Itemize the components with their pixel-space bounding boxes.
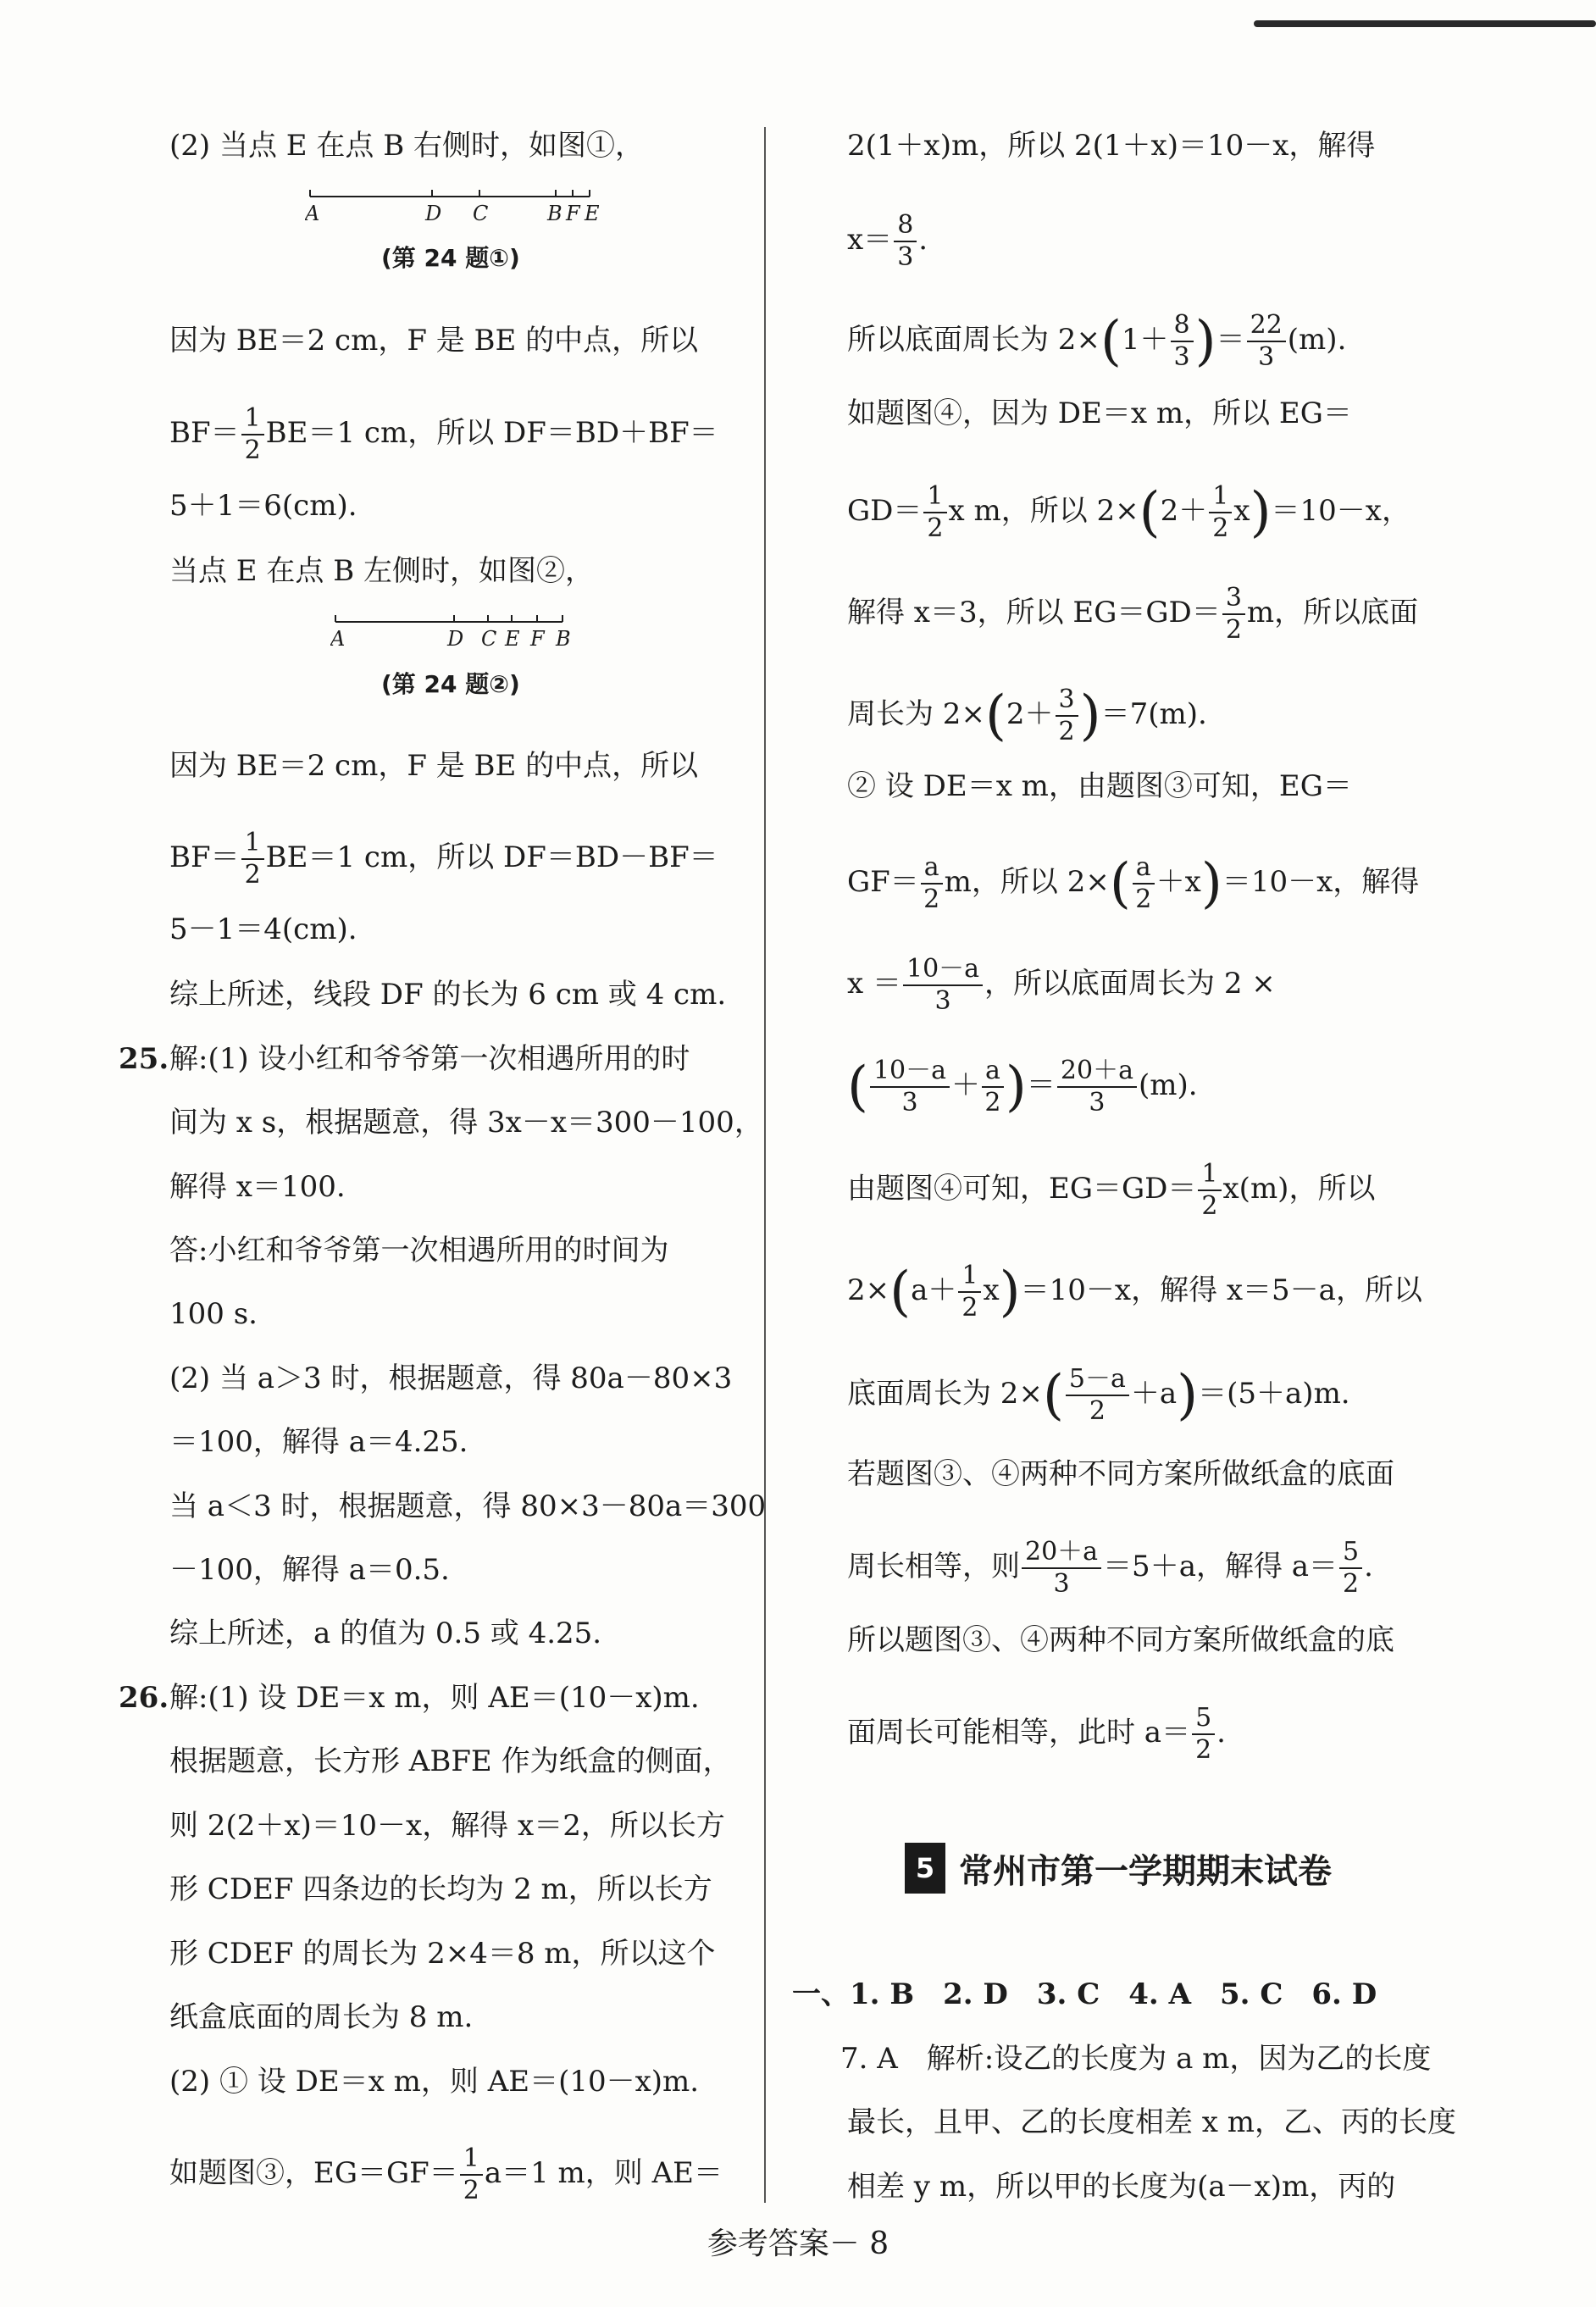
- point-label: A: [305, 202, 320, 225]
- text-line: (2) 当点 E 在点 B 右侧时，如图①，: [169, 129, 645, 163]
- column-divider: [764, 127, 766, 2203]
- fraction: $\frac{8}{3}$: [1171, 310, 1194, 373]
- point-label: F: [566, 202, 580, 225]
- text-line: ( $\frac{10-a}{3}$ ＋ $\frac{a}{2}$ )＝ $\frac{20+a}{3}$ (m).: [847, 1056, 1198, 1118]
- problem-number: 26.: [119, 1681, 169, 1715]
- answer-list: 一、1. B 2. D 3. C 4. A 5. C 6. D: [792, 1977, 1377, 2011]
- text-line: BF＝ $\frac{1}{2}$ BE＝1 cm，所以 DF＝BD＋BF＝: [169, 403, 718, 465]
- section-title: 常州市第一学期期末试卷: [959, 1851, 1332, 1891]
- fraction: $\frac{5}{2}$: [1339, 1537, 1362, 1600]
- text-line: 面周长可能相等，此时 a＝ $\frac{5}{2}$ .: [847, 1703, 1226, 1765]
- text-line: 2(1＋x)m，所以 2(1＋x)＝10－x，解得: [847, 129, 1376, 163]
- fraction: $\frac{10-a}{3}$: [903, 954, 983, 1017]
- figure-caption: (第 24 题②): [381, 670, 520, 698]
- fraction: $\frac{20+a}{3}$: [1022, 1537, 1101, 1600]
- text-line: 当点 E 在点 B 左侧时，如图②，: [169, 554, 595, 588]
- text-line: 纸盒底面的周长为 8 m.: [169, 2000, 474, 2034]
- text-line: 相差 y m，所以甲的长度为(a－x)m，丙的: [847, 2170, 1396, 2204]
- section-number-badge: 5: [905, 1843, 945, 1894]
- fraction: $\frac{1}{2}$: [1198, 1159, 1221, 1222]
- text-line: 解得 x＝3，所以 EG＝GD＝ $\frac{3}{2}$ m，所以底面: [847, 583, 1419, 645]
- section-header: [905, 1838, 1332, 1898]
- point-label: E: [505, 627, 520, 651]
- fraction: $\frac{a}{2}$: [982, 1056, 1004, 1118]
- point-label: C: [481, 627, 497, 651]
- text-line: 因为 BE＝2 cm，F 是 BE 的中点，所以: [169, 324, 699, 358]
- point-label: F: [530, 627, 545, 651]
- text-line: ② 设 DE＝x m，由题图③可知，EG＝: [847, 769, 1352, 803]
- point-label: D: [425, 202, 442, 225]
- text-line: 解得 x＝100.: [169, 1170, 346, 1204]
- text-line: ＝100，解得 a＝4.25.: [169, 1425, 468, 1459]
- text-line: 周长相等，则 $\frac{20+a}{3}$ ＝5＋a，解得 a＝ $\frac{5}{2}$ .: [847, 1537, 1373, 1599]
- text-line: GF＝ $\frac{a}{2}$ m，所以 2×( $\frac{a}{2}$ ＋x)＝10－x，解得: [847, 852, 1420, 915]
- problem-number: 25.: [119, 1042, 169, 1076]
- text-line: 由题图④可知，EG＝GD＝ $\frac{1}{2}$ x(m)，所以: [847, 1159, 1376, 1221]
- text-line: 综上所述，a 的值为 0.5 或 4.25.: [169, 1617, 602, 1650]
- text-line: 则 2(2＋x)＝10－x，解得 x＝2，所以长方: [169, 1809, 725, 1843]
- text-line: 根据题意，长方形 ABFE 作为纸盒的侧面，: [169, 1744, 732, 1778]
- fraction: $\frac{8}{3}$: [894, 210, 917, 273]
- fraction: $\frac{3}{2}$: [1056, 685, 1078, 747]
- text-line: 若题图③、④两种不同方案所做纸盒的底面: [847, 1457, 1394, 1491]
- fraction: $\frac{1}{2}$: [241, 828, 264, 890]
- text-line: 所以底面周长为 2×(1＋ $\frac{8}{3}$ )＝ $\frac{22}{3}$ (m).: [847, 310, 1347, 373]
- text-line: 最长，且甲、乙的长度相差 x m，乙、丙的长度: [847, 2105, 1457, 2139]
- text-line: 解:(1) 设 DE＝x m，则 AE＝(10－x)m.: [169, 1681, 700, 1715]
- text-line: 如题图④，因为 DE＝x m，所以 EG＝: [847, 397, 1352, 430]
- text-line: GD＝ $\frac{1}{2}$ x m，所以 2×(2＋ $\frac{1}{2}$ x)＝10－x，: [847, 481, 1410, 544]
- text-line: 2×(a＋ $\frac{1}{2}$ x)＝10－x，解得 x＝5－a，所以: [847, 1261, 1422, 1323]
- text-line: BF＝ $\frac{1}{2}$ BE＝1 cm，所以 DF＝BD－BF＝: [169, 828, 718, 890]
- fraction: $\frac{10-a}{3}$: [870, 1056, 950, 1118]
- text-line: x＝ $\frac{8}{3}$ .: [847, 210, 928, 272]
- fraction: $\frac{1}{2}$: [1209, 481, 1232, 544]
- fraction: $\frac{1}{2}$: [958, 1261, 981, 1323]
- fraction: $\frac{5-a}{2}$: [1066, 1364, 1129, 1427]
- text-line: 5－1＝4(cm).: [169, 912, 357, 946]
- fraction: $\frac{3}{2}$: [1222, 583, 1245, 646]
- text-line: 形 CDEF 四条边的长均为 2 m，所以长方: [169, 1872, 712, 1906]
- figure-caption: (第 24 题①): [381, 244, 520, 272]
- point-label: C: [473, 202, 489, 225]
- point-label: A: [330, 627, 346, 651]
- text-line: x ＝ $\frac{10-a}{3}$ ，所以底面周长为 2 ×: [847, 954, 1276, 1016]
- fraction: $\frac{22}{3}$: [1247, 310, 1286, 373]
- text-line: (2) 当 a＞3 时，根据题意，得 80a－80×3: [169, 1361, 733, 1395]
- page-footer: 参考答案－ 8: [707, 2227, 889, 2261]
- fraction: $\frac{1}{2}$: [923, 481, 946, 544]
- text-line: 综上所述，线段 DF 的长为 6 cm 或 4 cm.: [169, 978, 727, 1012]
- fraction: $\frac{20+a}{3}$: [1057, 1056, 1137, 1118]
- text-line: 当 a＜3 时，根据题意，得 80×3－80a＝300: [169, 1489, 767, 1523]
- text-line: 如题图③，EG＝GF＝ $\frac{1}{2}$ a＝1 m，则 AE＝: [169, 2143, 723, 2205]
- fraction: $\frac{1}{2}$: [460, 2143, 483, 2206]
- text-line: 所以题图③、④两种不同方案所做纸盒的底: [847, 1623, 1394, 1657]
- point-label: D: [447, 627, 464, 651]
- text-line: 周长为 2×(2＋ $\frac{3}{2}$ )＝7(m).: [847, 685, 1207, 747]
- point-label: B: [556, 627, 571, 651]
- top-rule: [1254, 20, 1596, 27]
- text-line: －100，解得 a＝0.5.: [169, 1553, 450, 1587]
- text-line: 7. A 解析:设乙的长度为 a m，因为乙的长度: [840, 2042, 1432, 2076]
- fraction: $\frac{5}{2}$: [1192, 1703, 1215, 1766]
- figure-24-2: [330, 610, 771, 657]
- figure-24-1: [305, 185, 745, 232]
- fraction: $\frac{a}{2}$: [921, 852, 943, 915]
- text-line: 5＋1＝6(cm).: [169, 489, 357, 523]
- text-line: 100 s.: [169, 1297, 258, 1331]
- point-label: E: [585, 202, 600, 225]
- text-line: 答:小红和爷爷第一次相遇所用的时间为: [169, 1234, 669, 1267]
- text-line: 底面周长为 2×( $\frac{5-a}{2}$ ＋a)＝(5＋a)m.: [847, 1364, 1350, 1427]
- fraction: $\frac{1}{2}$: [241, 403, 264, 466]
- point-label: B: [547, 202, 562, 225]
- text-line: 因为 BE＝2 cm，F 是 BE 的中点，所以: [169, 749, 699, 783]
- fraction: $\frac{a}{2}$: [1133, 852, 1155, 915]
- text-line: 形 CDEF 的周长为 2×4＝8 m，所以这个: [169, 1937, 716, 1971]
- text-line: 间为 x s，根据题意，得 3x－x＝300－100，: [169, 1106, 763, 1140]
- text-line: (2) ① 设 DE＝x m，则 AE＝(10－x)m.: [169, 2065, 700, 2099]
- text-line: 解:(1) 设小红和爷爷第一次相遇所用的时: [169, 1042, 690, 1076]
